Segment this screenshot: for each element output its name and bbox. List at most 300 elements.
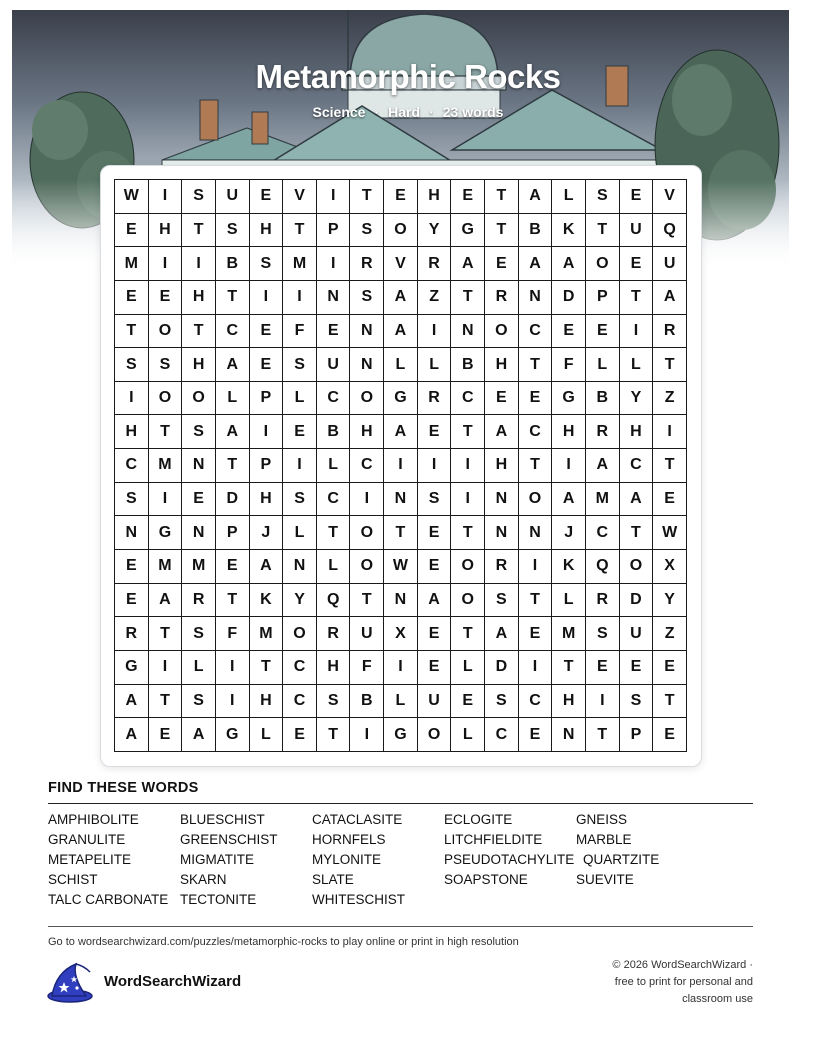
grid-cell[interactable]: O — [384, 213, 418, 247]
grid-cell[interactable]: R — [182, 583, 216, 617]
grid-cell[interactable]: U — [417, 684, 451, 718]
grid-cell[interactable]: T — [316, 516, 350, 550]
grid-cell[interactable]: E — [215, 550, 249, 584]
grid-cell[interactable]: O — [585, 247, 619, 281]
grid-cell[interactable]: M — [182, 550, 216, 584]
grid-cell[interactable]: G — [115, 650, 149, 684]
grid-cell[interactable]: T — [451, 516, 485, 550]
grid-cell[interactable]: M — [148, 449, 182, 483]
grid-cell[interactable]: A — [518, 180, 552, 214]
grid-cell[interactable]: E — [518, 718, 552, 752]
brand-name[interactable]: WordSearchWizard — [104, 973, 242, 990]
grid-cell[interactable]: B — [585, 381, 619, 415]
grid-cell[interactable]: S — [485, 583, 519, 617]
grid-cell[interactable]: G — [451, 213, 485, 247]
grid-cell[interactable]: H — [182, 280, 216, 314]
grid-cell[interactable]: O — [350, 381, 384, 415]
grid-cell[interactable]: N — [485, 482, 519, 516]
grid-cell[interactable]: E — [115, 583, 149, 617]
grid-cell[interactable]: E — [384, 180, 418, 214]
grid-cell[interactable]: R — [585, 583, 619, 617]
grid-cell[interactable]: E — [283, 415, 317, 449]
grid-cell[interactable]: E — [249, 314, 283, 348]
grid-cell[interactable]: T — [451, 617, 485, 651]
grid-cell[interactable]: L — [249, 718, 283, 752]
grid-cell[interactable]: I — [316, 180, 350, 214]
grid-cell[interactable]: N — [518, 280, 552, 314]
grid-cell[interactable]: A — [518, 247, 552, 281]
grid-cell[interactable]: E — [148, 718, 182, 752]
grid-cell[interactable]: O — [350, 516, 384, 550]
grid-cell[interactable]: T — [653, 684, 687, 718]
grid-cell[interactable]: J — [552, 516, 586, 550]
grid-cell[interactable]: T — [485, 213, 519, 247]
grid-cell[interactable]: E — [417, 415, 451, 449]
grid-cell[interactable]: O — [451, 583, 485, 617]
grid-cell[interactable]: B — [518, 213, 552, 247]
grid-cell[interactable]: W — [115, 180, 149, 214]
grid-cell[interactable]: A — [215, 348, 249, 382]
grid-cell[interactable]: M — [249, 617, 283, 651]
grid-cell[interactable]: E — [148, 280, 182, 314]
grid-cell[interactable]: M — [585, 482, 619, 516]
grid-cell[interactable]: L — [552, 180, 586, 214]
grid-cell[interactable]: T — [653, 449, 687, 483]
grid-cell[interactable]: T — [384, 516, 418, 550]
grid-cell[interactable]: T — [215, 449, 249, 483]
grid-cell[interactable]: T — [115, 314, 149, 348]
grid-cell[interactable]: L — [552, 583, 586, 617]
grid-cell[interactable]: C — [115, 449, 149, 483]
grid-cell[interactable]: I — [115, 381, 149, 415]
grid-cell[interactable]: Y — [417, 213, 451, 247]
grid-cell[interactable]: C — [485, 718, 519, 752]
grid-cell[interactable]: L — [417, 348, 451, 382]
grid-cell[interactable]: N — [350, 348, 384, 382]
grid-cell[interactable]: R — [417, 247, 451, 281]
grid-cell[interactable]: N — [182, 449, 216, 483]
copyright-notice — [583, 957, 753, 1008]
grid-cell[interactable]: K — [552, 550, 586, 584]
grid-cell[interactable]: H — [249, 213, 283, 247]
grid-cell[interactable]: B — [316, 415, 350, 449]
grid-cell[interactable]: U — [619, 213, 653, 247]
grid-cell[interactable]: R — [653, 314, 687, 348]
grid-cell[interactable]: I — [384, 650, 418, 684]
grid-cell[interactable]: E — [485, 381, 519, 415]
grid-cell[interactable]: A — [384, 314, 418, 348]
grid-cell[interactable]: F — [283, 314, 317, 348]
grid-cell[interactable]: R — [350, 247, 384, 281]
grid-cell[interactable]: B — [350, 684, 384, 718]
grid-cell[interactable]: I — [283, 280, 317, 314]
grid-cell[interactable]: T — [215, 583, 249, 617]
grid-cell[interactable]: U — [619, 617, 653, 651]
grid-cell[interactable]: H — [148, 213, 182, 247]
grid-cell[interactable]: M — [148, 550, 182, 584]
grid-cell[interactable]: I — [417, 449, 451, 483]
grid-cell[interactable]: Z — [417, 280, 451, 314]
grid-cell[interactable]: R — [316, 617, 350, 651]
grid-cell[interactable]: C — [316, 381, 350, 415]
grid-cell[interactable]: M — [283, 247, 317, 281]
grid-cell[interactable]: S — [350, 213, 384, 247]
grid-cell[interactable]: O — [182, 381, 216, 415]
grid-cell[interactable]: L — [283, 381, 317, 415]
grid-cell[interactable]: E — [653, 718, 687, 752]
grid-cell[interactable]: S — [485, 684, 519, 718]
grid-cell[interactable]: S — [283, 482, 317, 516]
grid-cell[interactable]: H — [182, 348, 216, 382]
grid-cell[interactable]: I — [283, 449, 317, 483]
grid-cell[interactable]: O — [518, 482, 552, 516]
grid-cell[interactable]: V — [283, 180, 317, 214]
grid-cell[interactable]: C — [518, 684, 552, 718]
grid-cell[interactable]: I — [215, 684, 249, 718]
grid-cell[interactable]: H — [316, 650, 350, 684]
grid-cell[interactable]: R — [585, 415, 619, 449]
grid-cell[interactable]: O — [485, 314, 519, 348]
grid-cell[interactable]: A — [552, 247, 586, 281]
grid-cell[interactable]: E — [485, 247, 519, 281]
grid-cell[interactable]: I — [653, 415, 687, 449]
word-list-item: GNEISS — [576, 812, 628, 827]
grid-cell[interactable]: T — [215, 280, 249, 314]
grid-cell[interactable]: L — [585, 348, 619, 382]
grid-cell[interactable]: H — [619, 415, 653, 449]
grid-cell[interactable]: E — [417, 516, 451, 550]
grid-cell[interactable]: Q — [316, 583, 350, 617]
grid-cell[interactable]: H — [485, 348, 519, 382]
grid-cell[interactable]: H — [249, 482, 283, 516]
grid-cell[interactable]: Y — [283, 583, 317, 617]
grid-cell[interactable]: U — [653, 247, 687, 281]
grid-cell[interactable]: B — [215, 247, 249, 281]
grid-cell[interactable]: F — [350, 650, 384, 684]
grid-cell[interactable]: I — [316, 247, 350, 281]
grid-cell[interactable]: U — [316, 348, 350, 382]
grid-cell[interactable]: T — [653, 348, 687, 382]
grid-cell[interactable]: A — [215, 415, 249, 449]
grid-cell[interactable]: R — [485, 550, 519, 584]
grid-cell[interactable]: I — [585, 684, 619, 718]
grid-cell[interactable]: A — [653, 280, 687, 314]
grid-cell[interactable]: E — [182, 482, 216, 516]
grid-cell[interactable]: T — [451, 280, 485, 314]
grid-cell[interactable]: T — [619, 280, 653, 314]
grid-cell[interactable]: K — [249, 583, 283, 617]
grid-cell[interactable]: I — [215, 650, 249, 684]
grid-cell[interactable]: O — [619, 550, 653, 584]
grid-cell[interactable]: A — [485, 415, 519, 449]
grid-cell[interactable]: D — [215, 482, 249, 516]
grid-cell[interactable]: R — [485, 280, 519, 314]
grid-cell[interactable]: A — [384, 280, 418, 314]
grid-cell[interactable]: L — [316, 550, 350, 584]
grid-cell[interactable]: S — [316, 684, 350, 718]
grid-cell[interactable]: N — [552, 718, 586, 752]
grid-cell[interactable]: L — [451, 650, 485, 684]
grid-cell[interactable]: T — [552, 650, 586, 684]
grid-cell[interactable]: S — [115, 348, 149, 382]
grid-cell[interactable]: N — [384, 583, 418, 617]
grid-cell[interactable]: N — [283, 550, 317, 584]
grid-cell[interactable]: H — [552, 415, 586, 449]
grid-cell[interactable]: P — [316, 213, 350, 247]
grid-cell[interactable]: T — [518, 348, 552, 382]
grid-cell[interactable]: H — [552, 684, 586, 718]
grid-cell[interactable]: I — [249, 415, 283, 449]
grid-cell[interactable]: E — [316, 314, 350, 348]
grid-cell[interactable]: V — [653, 180, 687, 214]
grid-cell[interactable]: I — [350, 718, 384, 752]
grid-cell[interactable]: U — [215, 180, 249, 214]
grid-cell[interactable]: E — [619, 650, 653, 684]
grid-cell[interactable]: L — [215, 381, 249, 415]
grid-cell[interactable]: F — [215, 617, 249, 651]
grid-cell[interactable]: H — [485, 449, 519, 483]
grid-cell[interactable]: W — [384, 550, 418, 584]
grid-cell[interactable]: S — [148, 348, 182, 382]
grid-cell[interactable]: T — [249, 650, 283, 684]
grid-cell[interactable]: N — [182, 516, 216, 550]
grid-cell[interactable]: E — [653, 482, 687, 516]
grid-cell[interactable]: Q — [585, 550, 619, 584]
grid-row — [115, 617, 687, 651]
grid-cell[interactable]: N — [451, 314, 485, 348]
grid-cell[interactable]: O — [148, 381, 182, 415]
grid-cell[interactable]: S — [115, 482, 149, 516]
grid-cell[interactable]: W — [653, 516, 687, 550]
grid-cell[interactable]: I — [518, 650, 552, 684]
grid-cell[interactable]: P — [249, 449, 283, 483]
grid-cell[interactable]: B — [451, 348, 485, 382]
grid-cell[interactable]: L — [283, 516, 317, 550]
grid-cell[interactable]: S — [585, 617, 619, 651]
grid-cell[interactable]: I — [148, 247, 182, 281]
grid-cell[interactable]: C — [451, 381, 485, 415]
grid-cell[interactable]: E — [585, 314, 619, 348]
grid-cell[interactable]: I — [417, 314, 451, 348]
grid-cell[interactable]: A — [148, 583, 182, 617]
grid-cell[interactable]: L — [451, 718, 485, 752]
grid-cell[interactable]: T — [350, 583, 384, 617]
grid-cell[interactable]: H — [115, 415, 149, 449]
grid-cell[interactable]: R — [417, 381, 451, 415]
grid-cell[interactable]: H — [350, 415, 384, 449]
grid-cell[interactable]: I — [148, 180, 182, 214]
grid-cell[interactable]: D — [485, 650, 519, 684]
grid-cell[interactable]: O — [148, 314, 182, 348]
grid-cell[interactable]: S — [182, 617, 216, 651]
grid-cell[interactable]: M — [115, 247, 149, 281]
grid-cell[interactable]: S — [182, 684, 216, 718]
grid-cell[interactable]: N — [316, 280, 350, 314]
grid-cell[interactable]: T — [585, 718, 619, 752]
grid-cell[interactable]: I — [182, 247, 216, 281]
grid-cell[interactable]: N — [485, 516, 519, 550]
grid-cell[interactable]: T — [451, 415, 485, 449]
grid-cell[interactable]: T — [283, 213, 317, 247]
grid-cell[interactable]: A — [619, 482, 653, 516]
grid-cell[interactable]: D — [619, 583, 653, 617]
grid-cell[interactable]: C — [585, 516, 619, 550]
grid-cell[interactable]: Y — [619, 381, 653, 415]
grid-cell[interactable]: E — [417, 617, 451, 651]
grid-cell[interactable]: C — [283, 650, 317, 684]
grid-cell[interactable]: A — [182, 718, 216, 752]
grid-cell[interactable]: E — [653, 650, 687, 684]
grid-cell[interactable]: T — [316, 718, 350, 752]
grid-cell[interactable]: V — [384, 247, 418, 281]
grid-cell[interactable]: N — [518, 516, 552, 550]
grid-cell[interactable]: Z — [653, 381, 687, 415]
copyright-line: classroom use — [682, 993, 753, 1005]
grid-cell[interactable]: I — [619, 314, 653, 348]
grid-cell[interactable]: E — [619, 180, 653, 214]
grid-cell[interactable]: O — [283, 617, 317, 651]
grid-cell[interactable]: A — [417, 583, 451, 617]
grid-cell[interactable]: T — [148, 415, 182, 449]
grid-cell[interactable]: C — [283, 684, 317, 718]
grid-cell[interactable]: P — [215, 516, 249, 550]
grid-cell[interactable]: I — [384, 449, 418, 483]
grid-cell[interactable]: T — [518, 583, 552, 617]
grid-cell[interactable]: E — [619, 247, 653, 281]
grid-cell[interactable]: N — [115, 516, 149, 550]
grid-cell[interactable]: S — [585, 180, 619, 214]
grid-cell[interactable]: A — [585, 449, 619, 483]
grid-cell[interactable]: E — [249, 348, 283, 382]
grid-cell[interactable]: L — [316, 449, 350, 483]
grid-cell[interactable]: I — [350, 482, 384, 516]
grid-cell[interactable]: E — [417, 650, 451, 684]
word-list-item: MYLONITE — [312, 852, 382, 867]
grid-cell[interactable]: E — [451, 684, 485, 718]
grid-cell[interactable]: F — [552, 348, 586, 382]
grid-cell[interactable]: I — [518, 550, 552, 584]
grid-cell[interactable]: G — [215, 718, 249, 752]
grid-cell[interactable]: E — [115, 280, 149, 314]
grid-cell[interactable]: X — [384, 617, 418, 651]
grid-cell[interactable]: I — [148, 650, 182, 684]
grid-cell[interactable]: C — [350, 449, 384, 483]
grid-cell[interactable]: C — [316, 482, 350, 516]
grid-cell[interactable]: S — [619, 684, 653, 718]
grid-cell[interactable]: E — [283, 718, 317, 752]
grid-cell[interactable]: E — [451, 180, 485, 214]
grid-cell[interactable]: A — [115, 718, 149, 752]
grid-cell[interactable]: L — [619, 348, 653, 382]
grid-cell[interactable]: T — [585, 213, 619, 247]
grid-cell[interactable]: J — [249, 516, 283, 550]
grid-cell[interactable]: M — [552, 617, 586, 651]
grid-cell[interactable]: C — [619, 449, 653, 483]
grid-cell[interactable]: T — [182, 213, 216, 247]
grid-cell[interactable]: G — [148, 516, 182, 550]
grid-cell[interactable]: A — [485, 617, 519, 651]
grid-cell[interactable]: Y — [653, 583, 687, 617]
grid-cell[interactable]: G — [384, 381, 418, 415]
grid-cell[interactable]: S — [182, 180, 216, 214]
grid-cell[interactable]: T — [148, 617, 182, 651]
grid-cell[interactable]: T — [619, 516, 653, 550]
grid-cell[interactable]: A — [115, 684, 149, 718]
grid-cell[interactable]: I — [451, 482, 485, 516]
grid-cell[interactable]: N — [384, 482, 418, 516]
grid-cell[interactable]: A — [249, 550, 283, 584]
grid-cell[interactable]: S — [350, 280, 384, 314]
grid-cell[interactable]: P — [619, 718, 653, 752]
grid-cell[interactable]: X — [653, 550, 687, 584]
grid-cell[interactable]: P — [249, 381, 283, 415]
wizard-hat-icon — [46, 962, 94, 1009]
grid-cell[interactable]: D — [552, 280, 586, 314]
grid-row — [115, 583, 687, 617]
grid-cell[interactable]: L — [384, 684, 418, 718]
grid-cell[interactable]: I — [552, 449, 586, 483]
grid-cell[interactable]: H — [417, 180, 451, 214]
grid-cell[interactable]: C — [215, 314, 249, 348]
grid-cell[interactable]: P — [585, 280, 619, 314]
grid-cell[interactable]: E — [585, 650, 619, 684]
grid-cell[interactable]: N — [350, 314, 384, 348]
grid-cell[interactable]: S — [215, 213, 249, 247]
grid-cell[interactable]: I — [148, 482, 182, 516]
grid-cell[interactable]: Z — [653, 617, 687, 651]
grid-cell[interactable]: A — [552, 482, 586, 516]
grid-cell[interactable]: C — [518, 415, 552, 449]
grid-cell[interactable]: I — [249, 280, 283, 314]
grid-cell[interactable]: T — [182, 314, 216, 348]
grid-cell[interactable]: A — [451, 247, 485, 281]
grid-cell[interactable]: U — [350, 617, 384, 651]
footer-url-text[interactable]: Go to wordsearchwizard.com/puzzles/metamorphic-rocks to play online or print in high resolution — [48, 936, 519, 948]
grid-cell[interactable]: S — [182, 415, 216, 449]
grid-cell[interactable]: E — [115, 550, 149, 584]
grid-cell[interactable]: L — [182, 650, 216, 684]
grid-cell[interactable]: E — [518, 381, 552, 415]
word-list-item: BLUESCHIST — [180, 812, 265, 827]
grid-cell[interactable]: E — [115, 213, 149, 247]
grid-cell[interactable]: E — [552, 314, 586, 348]
grid-cell[interactable]: O — [451, 550, 485, 584]
grid-cell[interactable]: E — [417, 550, 451, 584]
grid-cell[interactable]: S — [249, 247, 283, 281]
grid-cell[interactable]: I — [451, 449, 485, 483]
grid-cell[interactable]: C — [518, 314, 552, 348]
grid-cell[interactable]: E — [518, 617, 552, 651]
grid-cell[interactable]: G — [552, 381, 586, 415]
grid-cell[interactable]: T — [485, 180, 519, 214]
grid-cell[interactable]: T — [350, 180, 384, 214]
grid-cell[interactable]: L — [384, 348, 418, 382]
grid-cell[interactable]: S — [417, 482, 451, 516]
grid-cell[interactable]: K — [552, 213, 586, 247]
grid-cell[interactable]: R — [115, 617, 149, 651]
grid-cell[interactable]: E — [249, 180, 283, 214]
grid-cell[interactable]: T — [518, 449, 552, 483]
grid-cell[interactable]: Q — [653, 213, 687, 247]
grid-cell[interactable]: G — [384, 718, 418, 752]
grid-cell[interactable]: A — [384, 415, 418, 449]
grid-cell[interactable]: H — [249, 684, 283, 718]
letter-grid[interactable] — [114, 179, 687, 752]
grid-cell[interactable]: O — [417, 718, 451, 752]
grid-cell[interactable]: O — [350, 550, 384, 584]
grid-cell[interactable]: S — [283, 348, 317, 382]
grid-cell[interactable]: T — [148, 684, 182, 718]
